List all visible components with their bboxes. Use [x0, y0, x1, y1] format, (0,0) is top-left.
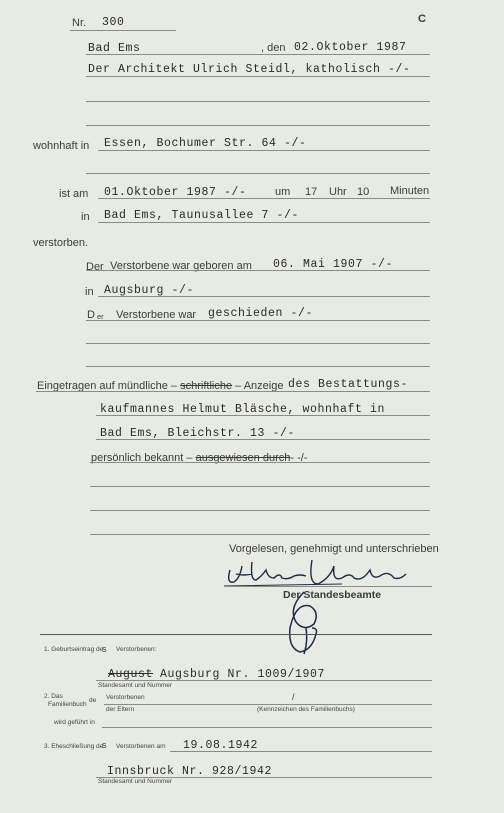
- marriage-s: s: [102, 740, 107, 750]
- birth-entry-deceased-label: Verstorbenen:: [116, 646, 157, 653]
- read-approved-signed: Vorgelesen, genehmigt und unterschrieben: [229, 543, 439, 555]
- death-place-line: [98, 222, 430, 223]
- family-book-kept-line: [102, 727, 432, 728]
- birth-entry-value: Augsburg Nr. 1009/1907: [160, 668, 326, 681]
- blank-line: [90, 486, 430, 487]
- death-hour: 17: [305, 186, 318, 198]
- death-date-label: ist am: [59, 188, 89, 200]
- family-book-deceased: Verstorbenen: [106, 694, 145, 701]
- record-number-underline: [70, 30, 176, 31]
- identity-known-b: - -/-: [290, 452, 308, 464]
- family-book-slash: /: [292, 692, 295, 702]
- blank-line: [90, 510, 430, 511]
- birth-der-typed: Der: [86, 261, 104, 273]
- death-place-label: in: [81, 211, 90, 223]
- marital-status: geschieden -/-: [208, 307, 314, 320]
- person-line: [86, 76, 430, 77]
- registry-place: Bad Ems: [88, 42, 141, 55]
- marital-line: [86, 320, 430, 321]
- corner-letter: C: [418, 13, 426, 25]
- identity-line: [90, 462, 430, 463]
- informant-line-1: des Bestattungs-: [288, 378, 409, 391]
- family-book-das: 2. Das: [44, 693, 63, 700]
- informant-line-2: kaufmannes Helmut Bläsche, wohnhaft in: [100, 403, 386, 416]
- blank-line: [86, 125, 430, 126]
- birth-place-label: in: [85, 286, 94, 298]
- minutes-label: Minuten: [390, 185, 430, 197]
- residence-value: Essen, Bochumer Str. 64 -/-: [104, 137, 307, 150]
- registry-date: 02.Oktober 1987: [294, 41, 407, 54]
- footer-divider: [40, 634, 432, 635]
- signature-line: [228, 586, 432, 587]
- identity-known-a: persönlich bekannt –: [91, 452, 193, 464]
- blank-line: [86, 366, 430, 367]
- registration-line: [36, 391, 430, 392]
- family-book-caption: (Kennzeichen des Familienbuchs): [257, 706, 355, 713]
- birth-entry-caption: Standesamt und Nummer: [98, 682, 173, 689]
- deceased-person: Der Architekt Ulrich Steidl, katholisch -/-: [88, 63, 411, 76]
- marital-er-typed: er: [97, 312, 104, 321]
- identity-struck-shown: ausgewiesen durch: [195, 452, 291, 464]
- residence-label: wohnhaft in: [33, 140, 90, 152]
- birth-entry-s: s: [102, 644, 107, 654]
- informant-signature: [222, 556, 412, 590]
- place-date-line: [86, 54, 430, 55]
- registration-struck-written: schriftliche: [180, 380, 233, 392]
- informant-line-2-underline: [96, 415, 430, 416]
- marriage-registry-caption: Standesamt und Nummer: [98, 778, 173, 785]
- family-book-label: Familienbuch: [48, 701, 87, 708]
- death-place: Bad Ems, Taunusallee 7 -/-: [104, 209, 300, 222]
- registrar-signature: [282, 588, 326, 658]
- registration-label-b: – Anzeige: [235, 380, 284, 392]
- record-number: 300: [102, 16, 125, 29]
- blank-line: [86, 343, 430, 344]
- marriage-date: 19.08.1942: [183, 739, 259, 752]
- marital-d-typed: D: [87, 309, 95, 321]
- death-date-line: [98, 198, 430, 199]
- blank-line: [90, 534, 430, 535]
- informant-line-3-underline: [96, 439, 430, 440]
- death-date: 01.Oktober 1987 -/-: [104, 186, 247, 199]
- marriage-date-line: [170, 751, 432, 752]
- registration-label-a: Eingetragen auf mündliche –: [37, 380, 178, 392]
- blank-line: [86, 173, 430, 174]
- marital-label: Verstorbene war: [116, 309, 197, 321]
- birth-date: 06. Mai 1907 -/-: [273, 258, 394, 271]
- death-minutes: 10: [357, 186, 370, 198]
- hour-label: Uhr: [329, 186, 347, 198]
- family-book-line: [104, 704, 432, 705]
- birth-place: Augsburg -/-: [104, 284, 195, 297]
- record-number-label: Nr.: [72, 17, 87, 29]
- family-book-kept-in: wird geführt in: [54, 719, 95, 726]
- birth-entry-label: 1. Geburtseintrag de: [44, 646, 104, 653]
- birth-date-label: Verstorbene war geboren am: [110, 260, 252, 272]
- birth-entry-struck: August: [108, 668, 154, 681]
- family-book-parents: der Eltern: [106, 706, 135, 713]
- residence-line: [98, 150, 430, 151]
- informant-line-3: Bad Ems, Bleichstr. 13 -/-: [100, 427, 296, 440]
- birth-entry-line: [96, 680, 432, 681]
- family-book-de: de: [89, 697, 97, 704]
- marriage-registry: Innsbruck Nr. 928/1942: [107, 765, 273, 778]
- marriage-label: 3. Eheschließung de: [44, 743, 104, 750]
- deceased-label: verstorben.: [33, 237, 89, 249]
- blank-line: [86, 101, 430, 102]
- birth-date-line: [86, 270, 430, 271]
- registrar-title: Der Standesbeamte: [283, 589, 382, 601]
- date-label: , den: [261, 42, 286, 54]
- birth-place-line: [98, 296, 430, 297]
- time-um-label: um: [275, 186, 291, 198]
- marriage-deceased-label: Verstorbenen am: [116, 743, 166, 750]
